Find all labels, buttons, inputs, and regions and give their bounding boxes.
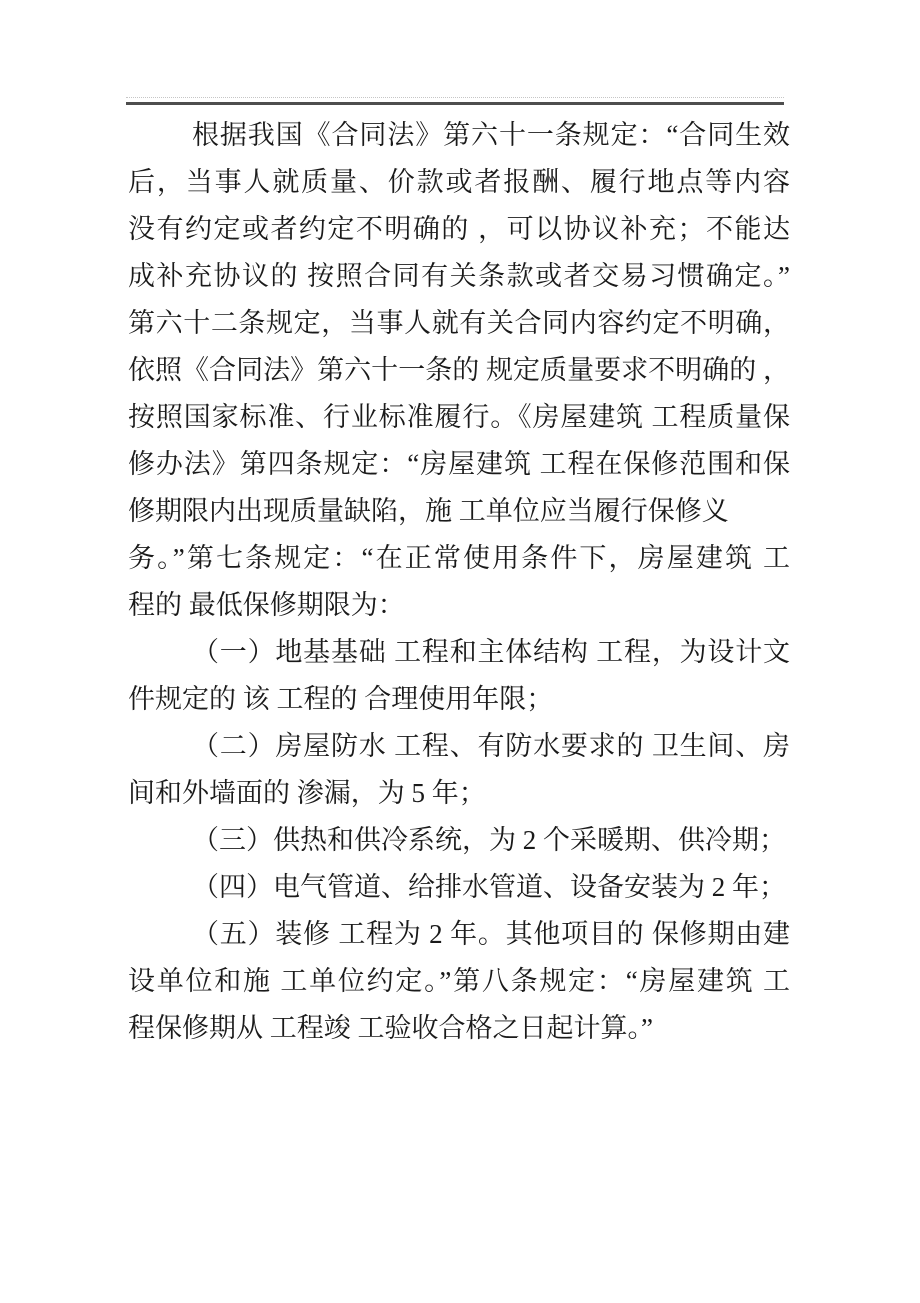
text-line: 间和外墙面的 渗漏，为 5 年；	[128, 778, 486, 808]
text-line: 修期限内出现质量缺陷，施 工单位应当履行保修义	[128, 496, 729, 526]
text-line: （二）房屋防水 工程、有防水要求的 卫生间、房	[192, 731, 790, 761]
text-line: 没有约定或者约定不明确的 ，可以协议补充；不能达	[128, 214, 790, 244]
text-line: 后，当事人就质量、价款或者报酬、履行地点等内容	[128, 167, 790, 197]
text-line: 根据我国《合同法》第六十一条规定：“合同生效	[192, 120, 790, 150]
document-body	[128, 112, 790, 1052]
paragraph	[128, 911, 790, 1052]
paragraph	[128, 723, 790, 817]
text-line: （四）电气管道、给排水管道、设备安装为 2 年；	[192, 872, 786, 902]
text-line: 修办法》第四条规定：“房屋建筑 工程在保修范围和保	[128, 449, 790, 479]
text-line: 设单位和施 工单位约定。”第八条规定：“房屋建筑 工	[128, 966, 790, 996]
paragraph	[128, 112, 790, 629]
text-line: 程保修期从 工程竣 工验收合格之日起计算。”	[128, 1013, 653, 1043]
text-line: 程的 最低保修期限为：	[128, 590, 405, 620]
text-line: （三）供热和供冷系统，为 2 个采暖期、供冷期；	[192, 825, 786, 855]
text-line: 件规定的 该 工程的 合理使用年限；	[128, 684, 554, 714]
text-line: 务。”第七条规定：“在正常使用条件下，房屋建筑 工	[128, 543, 790, 573]
text-line: 依照《合同法》第六十一条的 规定质量要求不明确的 ，	[128, 355, 790, 385]
text-line: （一）地基基础 工程和主体结构 工程，为设计文	[192, 637, 790, 667]
text-line: 第六十二条规定，当事人就有关合同内容约定不明确，	[128, 308, 790, 338]
text-line: 按照国家标准、行业标准履行。《房屋建筑 工程质量保	[128, 402, 790, 432]
text-line: （五）装修 工程为 2 年。其他项目的 保修期由建	[192, 919, 790, 949]
paragraph	[128, 817, 790, 864]
header-separator-rule	[126, 97, 784, 105]
paragraph	[128, 864, 790, 911]
text-line: 成补充协议的 按照合同有关条款或者交易习惯确定。”	[128, 261, 790, 291]
paragraph	[128, 629, 790, 723]
